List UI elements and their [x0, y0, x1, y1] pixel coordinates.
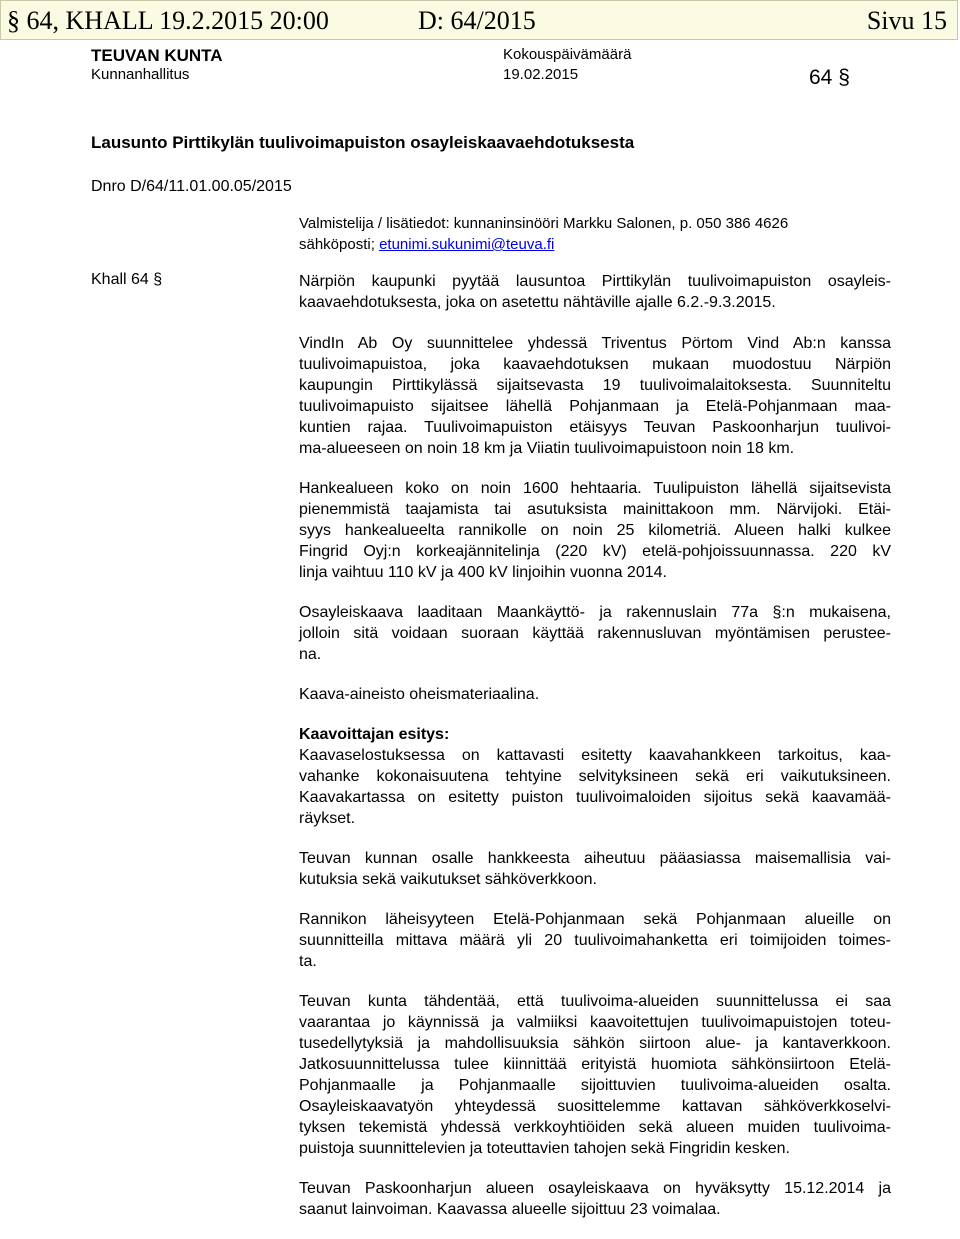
text-line: Teuvan kunnan osalle hankkeesta aiheutuu pääasiassa maisemallisia vai- [299, 850, 891, 867]
text-line: tuulivoimapuistoa, joka kaavaehdotuksen mukaan muodostuu Närpiön [299, 356, 891, 373]
text-line: jolloin sitä voidaan suoraan käyttää rakennusluvan myöntämisen perustee- [299, 625, 891, 642]
text-line: Kaavaselostuksessa on kattavasti esitetty kaavahankkeen tarkoitus, kaa- [299, 747, 891, 764]
text-line: kuntien rajaa. Tuulivoimapuiston etäisyys Teuvan Paskoonharjun tuulivoi- [299, 419, 891, 436]
text-line: ma-alueeseen on noin 18 km ja Viiatin tuulivoimapuistoon noin 18 km. [299, 440, 795, 457]
text-line: linja vaihtuu 110 kV ja 400 kV linjoihin vuonna 2014. [299, 564, 667, 581]
banner-page-number: Sivu 15 [866, 6, 947, 35]
email-link[interactable]: etunimi.sukunimi@teuva.fi [379, 236, 555, 253]
email-label: sähköposti; [299, 236, 375, 253]
text-line: Pohjanmaalle ja Pohjanmaalle sijoittuvien tuulivoima-alueiden osalta. [299, 1077, 891, 1094]
text-line: Kaavakartassa on esitetty puiston tuulivoimaloiden sijoitus sekä kaavamää- [299, 789, 891, 806]
document-body-main [299, 333, 891, 1239]
text-line: Jatkosuunnittelussa tulee kiinnittää erityistä huomiota sähkönsiirtoon Etelä- [299, 1056, 891, 1073]
text-line: Kaava-aineisto oheismateriaalina. [299, 686, 540, 703]
organization-name: TEUVAN KUNTA [91, 46, 223, 65]
paragraph-attachment [299, 684, 891, 705]
text-line: Teuvan kunta tähdentää, että tuulivoima-alueiden suunnittelussa ei saa [299, 993, 891, 1010]
text-line: kaavaehdotuksesta, joka on asetettu nähtäville ajalle 6.2.-9.3.2015. [299, 294, 776, 311]
text-line: Rannikon läheisyyteen Etelä-Pohjanmaan sekä Pohjanmaan alueille on [299, 911, 891, 928]
khall-section-label: Khall 64 § [91, 271, 163, 288]
text-line: Fingrid Oyj:n korkeajännitelinja (220 kV) etelä-pohjoissuunnassa. 220 kV [299, 543, 891, 560]
text-line: suunnitteilla mittava määrä yli 20 tuulivoimahanketta eri toimijoiden toimes- [299, 932, 891, 949]
record-number: Dnro D/64/11.01.00.05/2015 [91, 178, 292, 195]
document-title: Lausunto Pirttikylän tuulivoimapuiston osayleiskaavaehdotuksesta [91, 133, 635, 152]
preparer-info [299, 213, 788, 255]
email-line [299, 234, 788, 255]
banner-document-id: D: 64/2015 [418, 6, 536, 35]
text-line: tyksen tekemistä yhdessä verkkoyhtiöiden sekä alueen muiden tuulivoima- [299, 1119, 891, 1136]
page-banner [0, 0, 958, 40]
board-name: Kunnanhallitus [91, 66, 190, 83]
text-line: tusedellytyksiä ja mahdollisuuksia sähkön siirtoon alue- ja kantaverkkoon. [299, 1035, 891, 1052]
text-line: kaupungin Pirttikylässä sijaitsevasta 19 tuulivoimalaitoksesta. Suunniteltu [299, 377, 891, 394]
paragraph-area [299, 478, 891, 583]
section-number: 64 § [809, 66, 850, 89]
text-line: Osayleiskaava laaditaan Maankäyttö- ja rakennuslain 77a §:n mukaisena, [299, 604, 891, 621]
paragraph-project [299, 333, 891, 459]
text-line: na. [299, 646, 322, 663]
text-line: puistoja suunnittelevien ja toteuttavien tahojen sekä Fingridin kesken. [299, 1140, 790, 1157]
text-line: Hankealueen koko on noin 1600 hehtaaria. Tuulipuiston lähellä sijaitsevista [299, 480, 891, 497]
proposal-heading: Kaavoittajan esitys: [299, 726, 450, 743]
text-line: kutuksia sekä vaikutukset sähköverkkoon. [299, 871, 597, 888]
text-line: vahanke kokonaisuutena tehtyine selvityksineen sekä eri vaikutuksineen. [299, 768, 891, 785]
paragraph-coastal-projects [299, 909, 891, 972]
text-line: saanut lainvoiman. Kaavassa alueelle sijoittuu 23 voimalaa. [299, 1201, 721, 1218]
paragraph-paskoonharju [299, 1178, 891, 1220]
text-line: Teuvan Paskoonharjun alueen osayleiskaava on hyväksytty 15.12.2014 ja [299, 1180, 891, 1197]
meeting-date: 19.02.2015 [503, 66, 579, 83]
preparer-line: Valmistelija / lisätiedot: kunnaninsinööri Markku Salonen, p. 050 386 4626 [299, 215, 789, 232]
text-line: syys hankealueelta rannikolle on noin 25 kilometriä. Alueen halki kulkee [299, 522, 891, 539]
text-line: vaarantaa jo käynnissä ja valmiiksi kaavoitettujen tuulivoimapuistojen toteu- [299, 1014, 891, 1031]
paragraph-grid-concerns [299, 991, 891, 1159]
banner-section-date: § 64, KHALL 19.2.2015 20:00 [7, 6, 329, 35]
paragraph-request [299, 271, 891, 313]
document-body [299, 271, 891, 332]
text-line: räykset. [299, 810, 356, 827]
text-line: tuulivoimapuisto sijaitsee lähellä Pohjanmaan ja Etelä-Pohjanmaan maa- [299, 398, 891, 415]
text-line: ta. [299, 953, 317, 970]
text-line: Osayleiskaavatyön yhteydessä suosittelemme kattavan sähköverkkoselvi- [299, 1098, 891, 1115]
paragraph-legal-basis [299, 602, 891, 665]
paragraph-proposal [299, 724, 891, 829]
paragraph-impacts [299, 848, 891, 890]
meeting-date-label: Kokouspäivämäärä [503, 46, 632, 63]
text-line: Närpiön kaupunki pyytää lausuntoa Pirttikylän tuulivoimapuiston osayleis- [299, 273, 891, 290]
text-line: VindIn Ab Oy suunnittelee yhdessä Triventus Pörtom Vind Ab:n kanssa [299, 335, 891, 352]
text-line: pienemmistä taajamista tai asutuksista mainittakoon mm. Närvijoki. Etäi- [299, 501, 891, 518]
